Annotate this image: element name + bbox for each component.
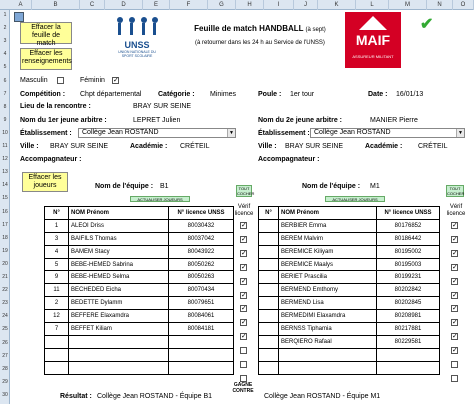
team2-table [258,206,440,375]
result-team2[interactable]: Collège Jean ROSTAND - Équipe M1 [264,393,381,400]
lieu-value[interactable]: BRAY SUR SEINE [133,103,192,110]
categorie-label: Catégorie : [158,91,195,98]
row-header-8[interactable]: 8 [3,103,7,110]
cell-name[interactable]: BERMEDIMI Elaxamdra [279,310,377,323]
table-row [45,348,234,361]
row-header-5[interactable]: 5 [3,64,7,71]
cell-num[interactable]: 3 [45,232,69,245]
poule-value[interactable]: 1er tour [290,91,315,98]
column-header-c[interactable]: C [80,0,105,10]
cell-name[interactable]: BERQIERO Rafaal [279,335,377,348]
clear-info-button[interactable]: Effacer les renseignements [20,48,72,70]
equipe1-label: Nom de l'équipe : [95,183,154,190]
ville2-label: Ville : [258,143,277,150]
verif-checkbox[interactable] [240,361,247,368]
etab1-label: Établissement : [20,130,72,137]
page-title [175,24,345,33]
header-name: NOM Prénom [279,207,377,220]
cell-lic[interactable]: 80195003 [377,258,440,271]
cell-lic[interactable]: 80217881 [377,323,440,336]
cell-name[interactable] [279,361,377,374]
maif-logo-sub: ASSUREUR MILITANT [352,54,394,59]
arbitre2-label: Nom du 2e jeune arbitre : [258,117,343,124]
column-header-l[interactable]: L [356,0,389,10]
row-header-20[interactable]: 20 [2,260,8,267]
verif-checkbox[interactable]: ✓ [452,235,458,243]
cell-name[interactable] [69,335,169,348]
row-header-9[interactable]: 9 [3,116,7,123]
table-row [259,219,440,232]
cell-num[interactable]: 7 [45,323,69,336]
date-value[interactable]: 16/01/13 [396,91,424,98]
column-header-f[interactable]: F [170,0,208,10]
cell-lic[interactable]: 80195002 [377,245,440,258]
unss-logo [112,16,162,58]
title-suffix: (à sept) [305,27,326,33]
cell-num[interactable]: 9 [45,271,69,284]
cell-num[interactable] [259,245,279,258]
academie2-value[interactable]: CRÉTEIL [418,143,448,150]
clear-sheet-button[interactable]: Effacer la feuille de match [20,22,72,44]
accomp2-label: Accompagnateur : [258,156,320,163]
row-header-24[interactable]: 24 [2,313,8,320]
cell-name[interactable]: BEREMICE Kiliyam [279,245,377,258]
row-header-29[interactable]: 29 [2,378,8,385]
cell-name[interactable]: BERIET Prascilia [279,271,377,284]
cell-name[interactable]: BEFFERE Elaxamdra [69,310,169,323]
header-num: N° [45,207,69,220]
cell-name[interactable]: BEDETTE Dylamm [69,297,169,310]
page-subtitle: (à retourner dans les 24 h au Service de l'UNSS) [195,40,325,46]
team1-table [44,206,234,375]
cell-num[interactable] [259,361,279,374]
arbitre1-label: Nom du 1er jeune arbitre : [20,117,107,124]
table-row [259,258,440,271]
cell-name[interactable] [69,361,169,374]
column-header-bar [0,0,474,10]
row-header-10[interactable]: 10 [2,129,8,136]
verif-checkbox[interactable]: ✓ [241,235,247,243]
cell-lic[interactable] [377,361,440,374]
maif-logo-text: MAIF [355,32,391,48]
feminin-label: Féminin [80,77,105,84]
cell-lic[interactable]: 80202845 [377,297,440,310]
verif-licence-header-1: Vérif licence [234,204,254,217]
cell-num[interactable] [259,284,279,297]
unss-logo-sub: UNION NATIONALE DU SPORT SCOLAIRE [118,50,156,58]
chevron-down-icon[interactable]: ▼ [456,129,464,137]
table-row [259,245,440,258]
verif-checkbox[interactable]: ✓ [452,277,458,285]
column-header-m[interactable]: M [389,0,427,10]
column-header-j[interactable]: J [294,0,318,10]
table-row [259,297,440,310]
cell-name[interactable]: BEREM Malvim [279,232,377,245]
categorie-value[interactable]: Minimes [210,91,237,98]
equipe1-value[interactable]: B1 [160,183,169,190]
row-header-18[interactable]: 18 [2,234,8,241]
cell-num[interactable] [259,219,279,232]
row-header-17[interactable]: 17 [2,221,8,228]
result-label: Résultat : [60,393,92,400]
row-header-30[interactable]: 30 [2,391,8,398]
table-row [259,348,440,361]
result-middle: GAGNE CONTRE [232,382,254,394]
ville1-label: Ville : [20,143,39,150]
table-row [259,284,440,297]
etab2-value: Collège Jean ROSTAND [314,129,391,136]
verif-checkbox[interactable] [240,347,247,354]
verif-checkbox[interactable]: ✓ [241,277,247,285]
cell-lic[interactable]: 80050263 [169,271,234,284]
table-row [45,245,234,258]
etab1-dropdown[interactable] [78,128,236,138]
verif-checkbox[interactable]: ✓ [452,291,458,299]
column-header-a[interactable]: A [10,0,32,10]
ville2-value[interactable]: BRAY SUR SEINE [285,143,344,150]
academie1-label: Académie : [130,143,168,150]
cell-num[interactable]: 12 [45,310,69,323]
row-header-27[interactable]: 27 [2,352,8,359]
academie1-value[interactable]: CRÉTEIL [180,143,210,150]
verif-checkbox[interactable]: ✓ [452,222,458,229]
cell-lic[interactable] [169,348,234,361]
verif-checkbox[interactable]: ✓ [241,291,247,299]
equipe2-label: Nom de l'équipe : [302,183,361,190]
header-num: N° [259,207,279,220]
cell-name[interactable]: ALEOI Driss [69,219,169,232]
table-row [45,323,234,336]
header-licence: N° licence UNSS [377,207,440,220]
cell-num[interactable]: 4 [45,245,69,258]
column-header-h[interactable]: H [236,0,264,10]
table-row [259,323,440,336]
column-header-b[interactable]: B [32,0,80,10]
lieu-label: Lieu de la rencontre : [20,103,91,110]
table-row [45,232,234,245]
cell-lic[interactable]: 80079651 [169,297,234,310]
cell-num[interactable] [45,361,69,374]
column-header-n[interactable]: N [427,0,453,10]
verif-checkbox[interactable]: ✓ [452,249,458,257]
cell-lic[interactable]: 80199231 [377,271,440,284]
cell-num[interactable] [259,310,279,323]
cell-name[interactable]: BERMEND Lisa [279,297,377,310]
row-header-11[interactable]: 11 [2,143,8,149]
table-row [45,361,234,374]
row-header-6[interactable]: 6 [3,77,7,84]
cell-lic[interactable]: 80176852 [377,219,440,232]
verif-checkbox[interactable]: ✓ [452,319,458,327]
masculin-label: Masculin [20,77,48,84]
cell-num[interactable] [259,335,279,348]
title-text: Feuille de match HANDBALL [194,24,304,33]
row-header-25[interactable]: 25 [2,326,8,333]
row-header-4[interactable]: 4 [3,51,7,58]
row-header-2[interactable]: 2 [3,25,7,32]
cell-num[interactable] [259,348,279,361]
check-all-button-1[interactable]: TOUT COCHER [237,186,255,196]
arbitre1-value[interactable]: LEPRET Julien [133,117,181,124]
cell-lic[interactable]: 80037042 [169,232,234,245]
column-header-i[interactable]: I [264,0,294,10]
check-all-button-2[interactable]: TOUT COCHER [447,186,465,196]
chevron-down-icon[interactable]: ▼ [227,129,235,137]
cell-name[interactable]: BECHEDED Eicha [69,284,169,297]
verif-checkbox[interactable]: ✓ [452,333,458,341]
cell-lic[interactable]: 80084181 [169,323,234,336]
header-licence: N° licence UNSS [169,207,234,220]
accomp1-label: Accompagnateur : [20,156,82,163]
cell-lic[interactable]: 80030432 [169,219,234,232]
equipe2-value[interactable]: M1 [370,183,380,190]
cell-lic[interactable]: 80070434 [169,284,234,297]
verif-checkbox[interactable] [451,375,458,382]
column-header-k[interactable]: K [318,0,356,10]
academie2-label: Académie : [365,143,403,150]
table-row [45,335,234,348]
clear-players-button[interactable]: Effacer les joueurs [22,172,68,192]
column-header-o[interactable]: O [453,0,474,10]
cell-lic[interactable]: 80050262 [169,258,234,271]
row-header-3[interactable]: 3 [3,38,7,45]
table-row [45,284,234,297]
cell-num[interactable]: 5 [45,258,69,271]
row-header-13[interactable]: 13 [2,169,8,176]
table-row [259,232,440,245]
result-team1[interactable]: Collège Jean ROSTAND - Équipe B1 [97,393,213,400]
feminin-checkbox[interactable]: ✓ [113,77,119,84]
table-row [45,310,234,323]
cell-name[interactable]: BAIFILS Thomas [69,232,169,245]
verif-checkbox[interactable]: ✓ [241,263,247,271]
column-header-g[interactable]: G [208,0,236,10]
sheet-icon[interactable] [14,12,24,22]
cell-name[interactable] [69,348,169,361]
verif-checkbox[interactable]: ✓ [452,305,458,313]
cell-lic[interactable]: 80043922 [169,245,234,258]
row-header-15[interactable]: 15 [2,195,8,202]
verif-checkbox[interactable]: ✓ [241,333,247,341]
cell-name[interactable]: BERNSS Tiphamia [279,323,377,336]
row-header-12[interactable]: 12 [2,156,8,163]
cell-name[interactable]: BEFFET Kiliam [69,323,169,336]
poule-label: Poule : [258,91,282,98]
cell-lic[interactable] [169,361,234,374]
verif-checkbox[interactable]: ✓ [241,319,247,327]
cell-num[interactable] [259,258,279,271]
update-players-button-1[interactable]: ACTUALISER JOUEURS [130,196,190,202]
verif-checkbox[interactable]: ✓ [241,249,247,257]
row-header-1[interactable]: 1 [3,12,7,18]
etab2-label: Établissement : [258,130,310,137]
row-header-21[interactable]: 21 [2,274,8,280]
cell-lic[interactable]: 80229581 [377,335,440,348]
masculin-checkbox[interactable] [57,77,64,84]
cell-name[interactable]: BERBIER Emma [279,219,377,232]
column-header-d[interactable]: D [105,0,143,10]
row-header-bar [0,10,10,404]
verif-checkbox[interactable]: ✓ [241,222,247,229]
table-row [45,271,234,284]
cell-name[interactable]: BEREMICE Maalys [279,258,377,271]
verif-licence-header-2: Vérif licence [446,204,466,217]
row-header-7[interactable]: 7 [3,90,7,97]
cell-num[interactable]: 2 [45,297,69,310]
verif-checkbox[interactable]: ✓ [241,305,247,313]
table-row [259,361,440,374]
cell-lic[interactable] [169,335,234,348]
cell-name[interactable]: BAMEM Stacy [69,245,169,258]
table-row [45,297,234,310]
cell-num[interactable] [259,297,279,310]
arbitre2-value[interactable]: MANIER Pierre [370,117,418,124]
maif-logo [345,12,401,68]
table-row [45,219,234,232]
cell-name[interactable] [279,348,377,361]
table-row [259,310,440,323]
row-header-22[interactable]: 22 [2,287,8,294]
cell-name[interactable]: BEBE-HEMED Selma [69,271,169,284]
table-row [259,271,440,284]
verif-checkbox[interactable]: ✓ [452,347,458,355]
cell-num[interactable]: 1 [45,219,69,232]
cell-num[interactable] [45,348,69,361]
cell-lic[interactable]: 80186442 [377,232,440,245]
competition-label: Compétition : [20,91,66,98]
etab2-dropdown[interactable] [310,128,465,138]
date-label: Date : [368,91,388,98]
cell-name[interactable]: BEBE-HEMED Sabrina [69,258,169,271]
cell-num[interactable] [259,323,279,336]
verif-checkbox[interactable]: ✓ [452,263,458,271]
row-header-26[interactable]: 26 [2,339,8,346]
verif-checkbox[interactable] [240,375,247,382]
unss-logo-text: UNSS [124,40,150,50]
row-header-23[interactable]: 23 [2,300,8,307]
cell-lic[interactable]: 80084061 [169,310,234,323]
cell-num[interactable] [259,232,279,245]
row-header-28[interactable]: 28 [2,365,8,372]
cell-num[interactable] [259,271,279,284]
column-header-e[interactable]: E [143,0,170,10]
row-header-19[interactable]: 19 [2,247,8,254]
cell-num[interactable] [45,335,69,348]
header-name: NOM Prénom [69,207,169,220]
row-header-16[interactable]: 16 [2,208,8,215]
row-header-14[interactable]: 14 [2,182,8,189]
cell-lic[interactable]: 80202842 [377,284,440,297]
cell-name[interactable]: BERMEND Emthomy [279,284,377,297]
cell-lic[interactable] [377,348,440,361]
table-row [259,335,440,348]
competition-value[interactable]: Chpt départemental [80,91,142,98]
cell-lic[interactable]: 80208981 [377,310,440,323]
table-row [45,258,234,271]
ville1-value[interactable]: BRAY SUR SEINE [50,143,109,150]
check-mark-icon: ✔ [420,16,434,33]
update-players-button-2[interactable]: ACTUALISER JOUEURS [325,196,385,202]
etab1-value: Collège Jean ROSTAND [82,129,159,136]
verif-checkbox[interactable] [451,361,458,368]
cell-num[interactable]: 11 [45,284,69,297]
